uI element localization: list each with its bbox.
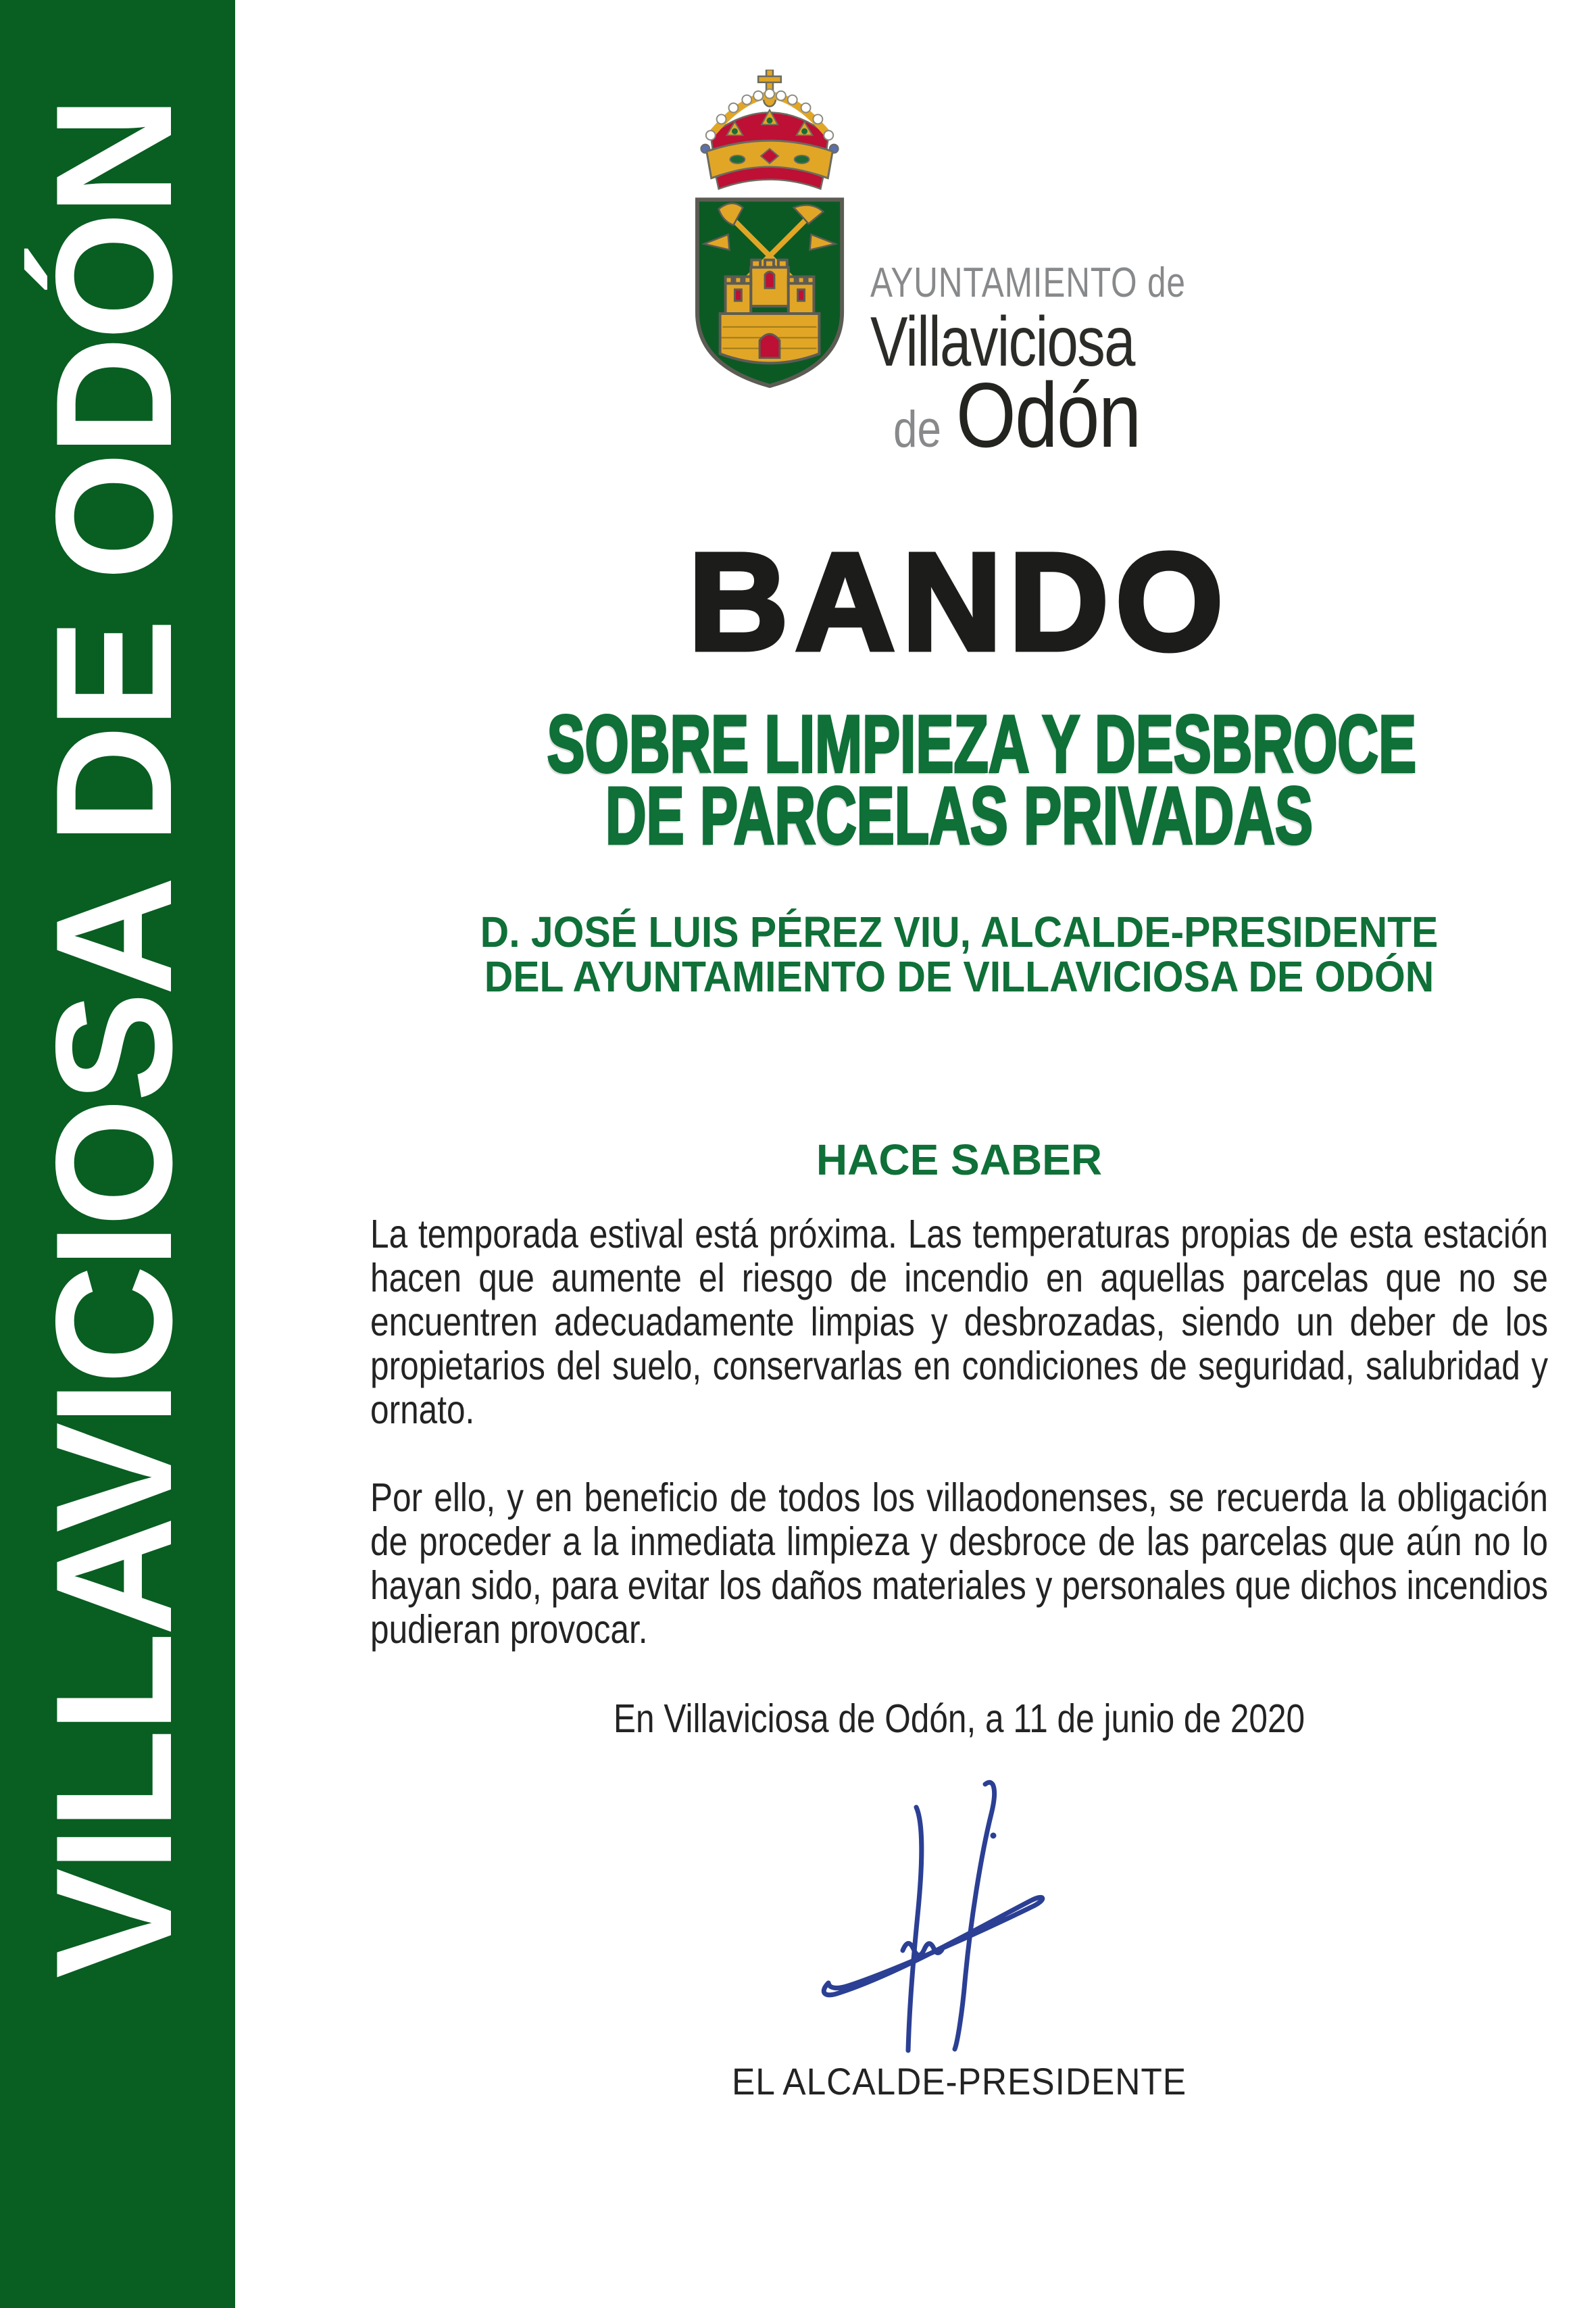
- org-line-villaviciosa: Villaviciosa: [870, 303, 1134, 381]
- body-paragraph-1: La temporada estival está próxima. Las temperaturas propias de esta estación hacen que aumente el riesgo de incendio en aquellas parcelas que no se encuentren adecuadamente limpias y desbrozadas, siendo un deber de los propietarios del suelo, conservarlas en condiciones de seguridad, salubridad y ornato.: [370, 1212, 1548, 1432]
- document-body: [370, 0, 1548, 2308]
- sidebar-vertical-text: VILLAVICIOSA DE ODÓN: [21, 100, 206, 1979]
- body-paragraph-2-wrap: [370, 1476, 1548, 1652]
- document-title: BANDO: [688, 524, 1230, 679]
- subtitle-line-1: SOBRE LIMPIEZA Y DESBROCE: [547, 699, 1417, 789]
- place-date-line: En Villaviciosa de Odón, a 11 de junio de 2020: [613, 1696, 1305, 1741]
- body-paragraph-1-wrap: [370, 1212, 1548, 1432]
- issuer-block: [370, 910, 1548, 999]
- proclamation-heading: HACE SABER: [816, 1135, 1103, 1184]
- document-subtitle: [370, 699, 1548, 861]
- left-green-sidebar: [0, 0, 235, 2308]
- org-line-odon: Odón: [955, 364, 1141, 466]
- issuer-line-2: DEL AYUNTAMIENTO DE VILLAVICIOSA DE ODÓN: [484, 952, 1435, 1001]
- org-line-ayuntamiento: AYUNTAMIENTO de: [870, 260, 1186, 306]
- body-paragraph-2: Por ello, y en beneficio de todos los villaodonenses, se recuerda la obligación de proceder a la inmediata limpieza y desbroce de las parcelas que aún no lo hayan sido, para evitar los daños materiales y personales que dichos incendios pudieran provocar.: [370, 1475, 1548, 1652]
- issuer-line-1: D. JOSÉ LUIS PÉREZ VIU, ALCALDE-PRESIDENTE: [480, 908, 1439, 956]
- signature-icon: [816, 1779, 1046, 2056]
- signer-title: EL ALCALDE-PRESIDENTE: [731, 2060, 1187, 2103]
- org-line-de: de: [893, 401, 942, 458]
- subtitle-line-2: DE PARCELAS PRIVADAS: [605, 770, 1314, 861]
